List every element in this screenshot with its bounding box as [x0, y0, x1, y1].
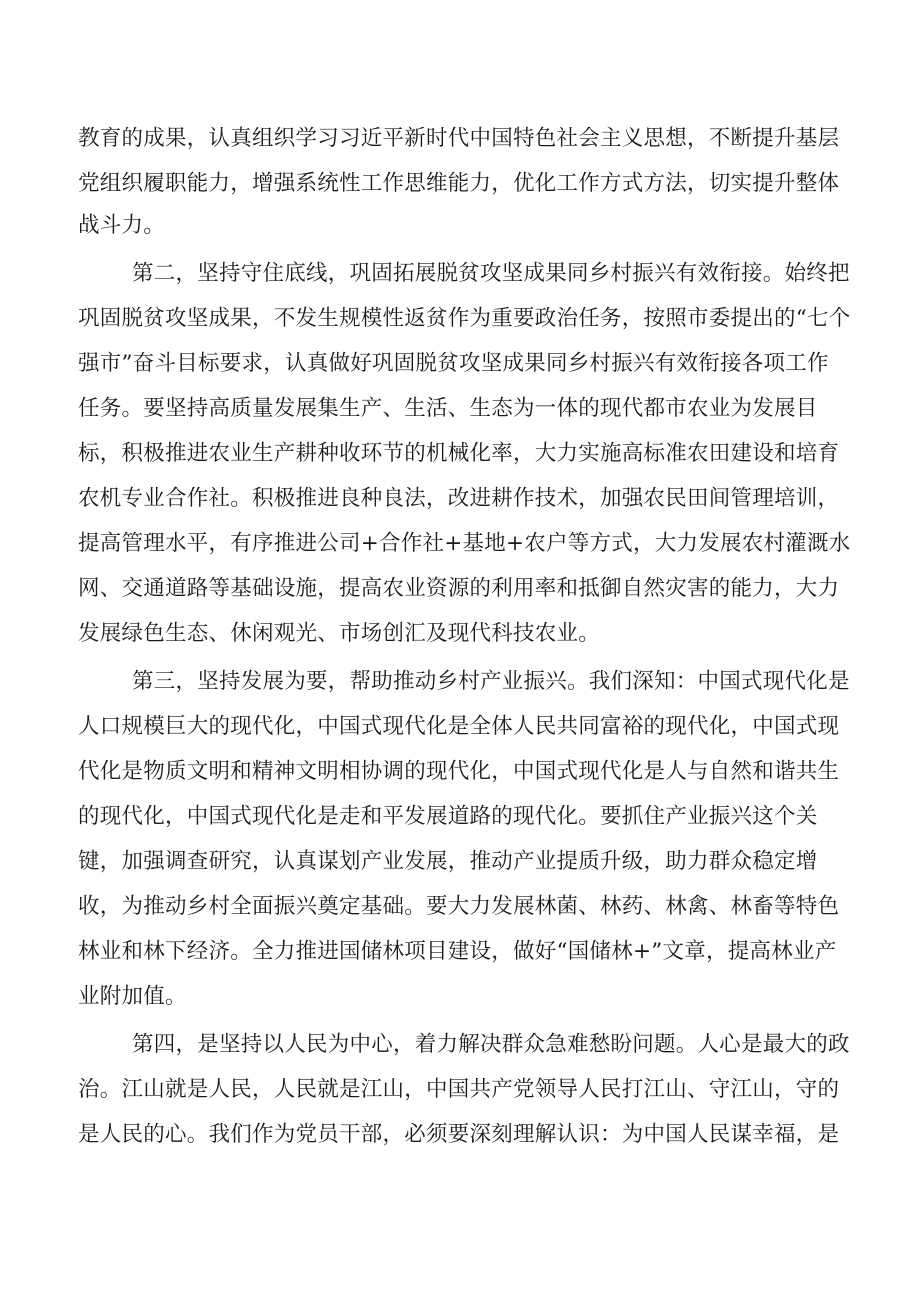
text-line: 键，加强调查研究，认真谋划产业发展，推动产业提质升级，助力群众稳定增 [78, 849, 818, 874]
text-line: 标，积极推进农业生产耕种收环节的机械化率，大力实施高标准农田建设和培育 [78, 441, 840, 466]
text-line: 的现代化，中国式现代化是走和平发展道路的现代化。要抓住产业振兴这个关 [78, 804, 818, 829]
paragraph-start-line: 第四，是坚持以人民为中心，着力解决群众急难愁盼问题。人心是最大的政 [132, 1032, 850, 1057]
paragraph-start-line: 第二，坚持守住底线，巩固拓展脱贫攻坚成果同乡村振兴有效衔接。始终把 [132, 261, 850, 286]
text-line: 业附加值。 [78, 984, 187, 1009]
text-line: 任务。要坚持高质量发展集生产、生活、生态为一体的现代都市农业为发展目 [78, 396, 818, 421]
text-line: 教育的成果，认真组织学习习近平新时代中国特色社会主义思想，不断提升基层 [78, 126, 840, 151]
text-line: 收，为推动乡村全面振兴奠定基础。要大力发展林菌、林药、林禽、林畜等特色 [78, 894, 840, 919]
text-line: 治。江山就是人民，人民就是江山，中国共产党领导人民打江山、守江山，守的 [78, 1077, 840, 1102]
text-line: 代化是物质文明和精神文明相协调的现代化，中国式现代化是人与自然和谐共生 [78, 759, 840, 784]
text-line: 是人民的心。我们作为党员干部，必须要深刻理解认识：为中国人民谋幸福，是 [78, 1122, 840, 1147]
text-line: 发展绿色生态、休闲观光、市场创汇及现代科技农业。 [78, 621, 601, 646]
text-line: 林业和林下经济。全力推进国储林项目建设，做好“国储林+”文章，提高林业产 [78, 939, 837, 964]
text-line: 党组织履职能力，增强系统性工作思维能力，优化工作方式方法，切实提升整体 [78, 171, 840, 196]
text-line: 强市”奋斗目标要求，认真做好巩固脱贫攻坚成果同乡村振兴有效衔接各项工作 [78, 351, 829, 376]
text-line: 人口规模巨大的现代化，中国式现代化是全体人民共同富裕的现代化，中国式现 [78, 714, 840, 739]
text-line: 农机专业合作社。积极推进良种良法，改进耕作技术，加强农民田间管理培训， [78, 486, 840, 511]
text-line: 提高管理水平，有序推进公司+合作社+基地+农户等方式，大力发展农村灌溉水 [78, 531, 851, 556]
text-line: 巩固脱贫攻坚成果，不发生规模性返贫作为重要政治任务，按照市委提出的“七个 [78, 306, 851, 331]
text-line: 战斗力。 [78, 213, 166, 238]
text-line: 网、交通道路等基础设施，提高农业资源的利用率和抵御自然灾害的能力，大力 [78, 576, 840, 601]
paragraph-start-line: 第三，坚持发展为要，帮助推动乡村产业振兴。我们深知：中国式现代化是 [132, 669, 850, 694]
